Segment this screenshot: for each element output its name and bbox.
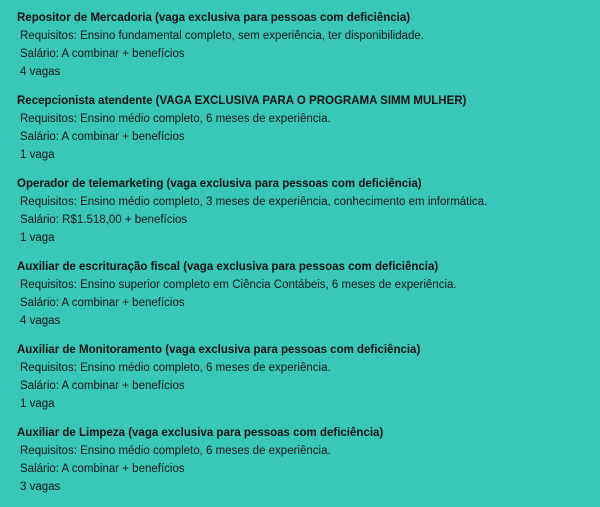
job-listing <box>0 341 600 424</box>
job-openings: 4 vagas <box>20 66 61 78</box>
job-requirements: Requisitos: Ensino médio completo, 6 meses de experiência. <box>20 113 331 125</box>
job-salary: Salário: A combinar + benefícios <box>20 380 185 392</box>
job-openings: 3 vagas <box>20 481 61 493</box>
job-requirements: Requisitos: Ensino médio completo, 3 meses de experiência, conhecimento em informática. <box>20 196 488 208</box>
job-title: Recepcionista atendente (VAGA EXCLUSIVA PARA O PROGRAMA SIMM MULHER) <box>17 95 467 107</box>
job-listing <box>0 9 600 92</box>
job-title: Repositor de Mercadoria (vaga exclusiva para pessoas com deficiência) <box>17 12 411 24</box>
job-salary: Salário: A combinar + benefícios <box>20 463 185 475</box>
job-listing <box>0 92 600 175</box>
job-openings: 1 vaga <box>20 232 55 244</box>
job-salary: Salário: A combinar + benefícios <box>20 297 185 309</box>
job-requirements: Requisitos: Ensino fundamental completo, sem experiência, ter disponibilidade. <box>20 30 425 42</box>
job-openings: 4 vagas <box>20 315 61 327</box>
job-title: Auxiliar de escrituração fiscal (vaga exclusiva para pessoas com deficiência) <box>17 261 439 273</box>
job-title: Operador de telemarketing (vaga exclusiva para pessoas com deficiência) <box>17 178 422 190</box>
job-openings: 1 vaga <box>20 398 55 410</box>
job-requirements: Requisitos: Ensino médio completo, 6 meses de experiência. <box>20 445 331 457</box>
job-listing <box>0 175 600 258</box>
job-listing <box>0 258 600 341</box>
job-salary: Salário: A combinar + benefícios <box>20 48 185 60</box>
job-listings <box>0 9 600 507</box>
job-salary: Salário: R$1.518,00 + benefícios <box>20 214 188 226</box>
job-requirements: Requisitos: Ensino superior completo em Ciência Contábeis, 6 meses de experiência. <box>20 279 457 291</box>
job-title: Auxiliar de Monitoramento (vaga exclusiva para pessoas com deficiência) <box>17 344 421 356</box>
job-salary: Salário: A combinar + benefícios <box>20 131 185 143</box>
job-requirements: Requisitos: Ensino médio completo, 6 meses de experiência. <box>20 362 331 374</box>
job-title: Auxiliar de Limpeza (vaga exclusiva para pessoas com deficiência) <box>17 427 384 439</box>
job-openings: 1 vaga <box>20 149 55 161</box>
job-listing <box>0 424 600 507</box>
